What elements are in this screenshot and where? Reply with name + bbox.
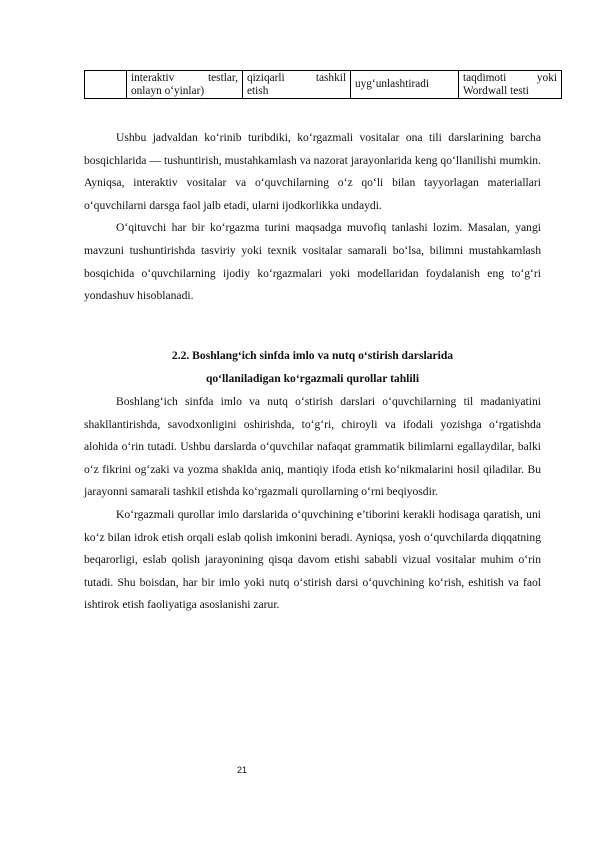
body-text-before xyxy=(84,127,541,308)
paragraph: Ushbu jadvaldan ko‘rinib turibdiki, ko‘rgazmali vositalar ona tili darslarining barcha bosqichlarida — tushuntirish, mustahkamlash va nazorat jarayonlarida keng qo‘llanilishi mumkin. Ayniqsa, interaktiv vositalar va o‘quvchilarning o‘z qo‘li bilan tayyorlagan materiallari o‘quvchilarni darsga faol jalb etadi, ularni ijodkorlikka undaydi. xyxy=(84,131,541,212)
body-text-after xyxy=(84,391,541,617)
cell-line: interaktiv testlar, xyxy=(131,72,238,84)
heading-line: 2.2. Boshlang‘ich sinfda imlo va nutq o‘stirish darslarida xyxy=(171,349,454,362)
page-number: 21 xyxy=(236,765,247,775)
table-row xyxy=(85,71,562,99)
cell-line: Wordwall testi xyxy=(463,84,529,97)
cell-line: uyg‘unlashtiradi xyxy=(355,78,430,91)
paragraph: Ko‘rgazmali qurollar imlo darslarida o‘quvchining e’tiborini kerakli hodisaga qaratish, uni ko‘z bilan idrok etish orqali eslab qolish imkonini beradi. Ayniqsa, yosh o‘quvchilarda diqqatning beqarorligi, eslab qolish jarayonining qisqa davom etishi sababli vizual vositalar muhim o‘rin tutadi. Shu boisdan, har bir imlo yoki nutq o‘stirish darsi o‘quvchining ko‘rish, eshitish va faol ishtirok etish faoliyatiga asoslanishi zarur. xyxy=(84,507,541,612)
table-cell xyxy=(351,71,459,99)
cell-line: onlayn o‘yinlar) xyxy=(131,84,205,97)
cell-line: etish xyxy=(247,84,269,97)
cell-line: taqdimoti yoki xyxy=(463,72,557,84)
table-cell xyxy=(243,71,351,99)
comparison-table xyxy=(84,70,562,99)
paragraph: O‘qituvchi har bir ko‘rgazma turini maqsadga muvofiq tanlashi lozim. Masalan, yangi mavzuni tushuntirishda tasviriy yoki texnik vositalar samarali bo‘lsa, bilimni mustahkamlash bosqichida o‘quvchilarning ijodiy ko‘rgazmalari yoki modellaridan foydalanish eng to‘g‘ri yondashuv hisoblanadi. xyxy=(84,221,541,303)
table-cell xyxy=(459,71,562,99)
section-heading xyxy=(84,345,541,390)
table-fragment xyxy=(84,70,562,99)
cell-line: qiziqarli tashkil xyxy=(247,72,346,84)
heading-line: qo‘llaniladigan ko‘rgazmali qurollar tahlili xyxy=(205,371,420,385)
table-cell xyxy=(127,71,243,99)
table-cell-empty xyxy=(85,71,127,99)
paragraph: Boshlang‘ich sinfda imlo va nutq o‘stirish darslari o‘quvchilarning til madaniyatini shakllantirishda, savodxonligini oshirishda, to‘g‘ri, chiroyli va ifodali yozishga o‘rgatishda alohida o‘rin tutadi. Ushbu darslarda o‘quvchilar nafaqat grammatik bilimlarni egallaydilar, balki o‘z fikrini og‘zaki va yozma shaklda aniq, mantiqiy ifoda etish ko‘nikmalarini hosil qiladilar. Bu jarayonni samarali tashkil etishda ko‘rgazmali qurollarning o‘rni beqiyosdir. xyxy=(84,395,541,499)
